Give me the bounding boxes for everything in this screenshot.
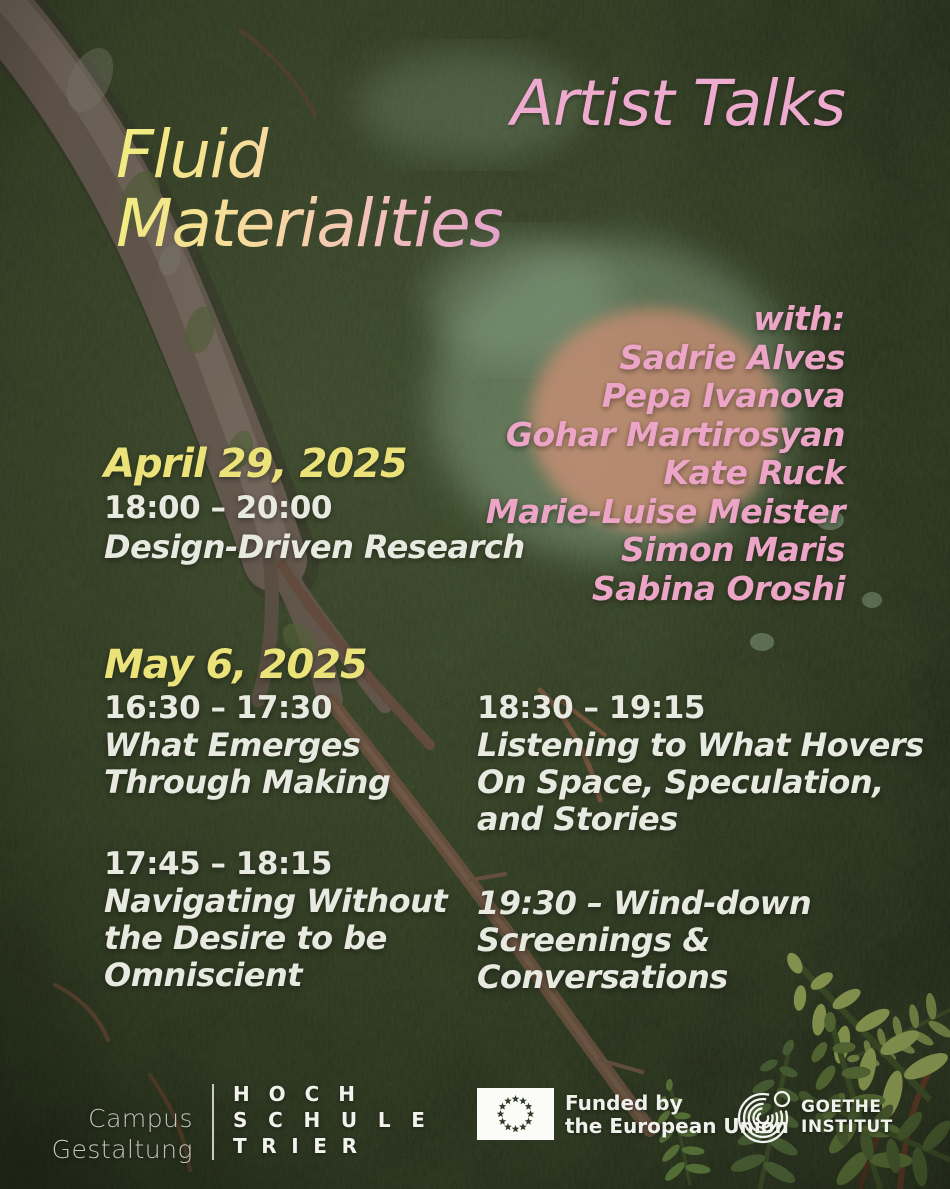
main-title-line1: Fluid: [116, 116, 267, 193]
session-title: Navigating Without the Desire to be Omniscient: [104, 882, 448, 994]
may-left-column: [104, 689, 447, 994]
session-time: 16:30 – 17:30: [104, 690, 332, 726]
session-time: 18:00 – 20:00: [104, 490, 332, 526]
eu-funding-label: Funded by the European Union: [565, 1091, 789, 1138]
speaker-name: Marie-Luise Meister: [485, 491, 845, 531]
speaker-name: Gohar Martirosyan: [505, 414, 845, 454]
may-right-column: [477, 689, 924, 996]
with-label: with:: [753, 299, 845, 338]
event-date: April 29, 2025: [104, 441, 407, 487]
speaker-name: Kate Ruck: [663, 453, 845, 492]
session-title: What Emerges Through Making: [104, 726, 391, 801]
session-title: 19:30 – Wind-down Screenings & Conversations: [477, 884, 812, 996]
event-block-may: [104, 641, 367, 689]
hochschule-trier-logo: H O C H S C H U L E T R I E R: [233, 1082, 425, 1158]
kicker-title: Artist Talks: [510, 67, 845, 140]
session-title: Listening to What Hovers On Space, Speculation, and Stories: [477, 726, 924, 838]
speaker-name: Sadrie Alves: [619, 337, 845, 377]
goethe-institut-label: GOETHE INSTITUT: [801, 1097, 893, 1137]
main-title-line2: Materialities: [116, 185, 503, 262]
speaker-name: Sabina Oroshi: [591, 568, 845, 608]
event-date: May 6, 2025: [104, 642, 367, 688]
session-title: Design-Driven Research: [104, 528, 525, 566]
event-block-april: [104, 440, 525, 566]
campus-gestaltung-logo: Campus Gestaltung: [51, 1104, 193, 1164]
session-time: 18:30 – 19:15: [477, 690, 705, 726]
speaker-name: Pepa Ivanova: [601, 376, 845, 415]
session-time: 17:45 – 18:15: [104, 846, 332, 882]
speaker-name: Simon Maris: [621, 530, 845, 569]
speakers-list: [486, 300, 845, 608]
footer-divider: [212, 1084, 214, 1160]
goethe-institut-icon: [737, 1086, 797, 1146]
eu-flag-icon: [477, 1088, 554, 1140]
main-title: [116, 116, 503, 262]
